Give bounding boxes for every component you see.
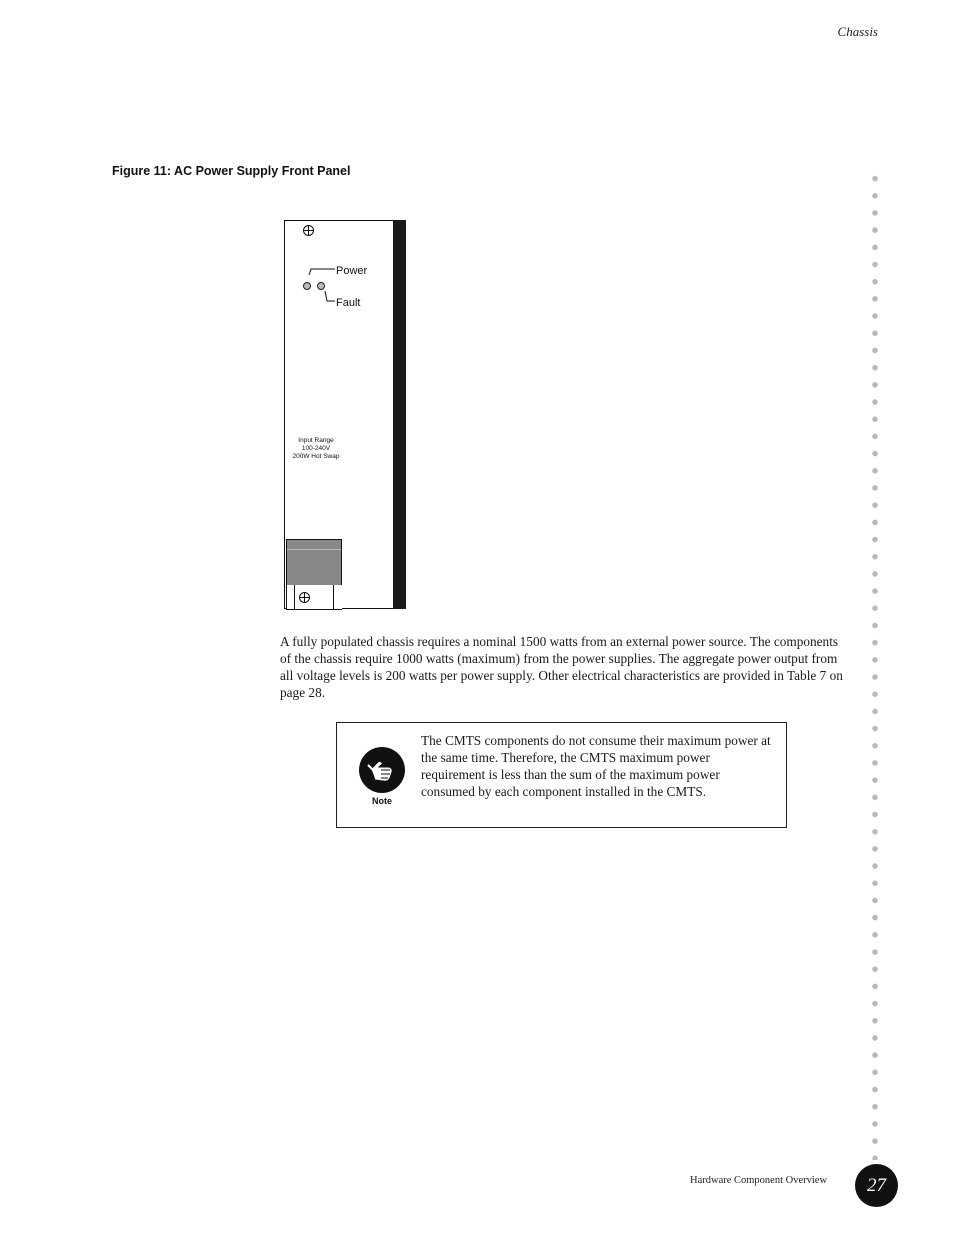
spec-line: 100-240V — [301, 445, 331, 452]
note-callout — [336, 722, 787, 828]
input-rating-label — [287, 437, 345, 461]
ac-power-supply-panel — [284, 220, 406, 609]
spec-line: 200W Hot Swap — [292, 453, 340, 460]
power-led-label: Power — [336, 265, 368, 277]
margin-dot-rule — [872, 170, 878, 1160]
top-screw-icon — [303, 225, 314, 236]
running-header: Chassis — [837, 24, 878, 39]
panel-faceplate — [284, 220, 394, 609]
power-requirements-paragraph: A fully populated chassis requires a nominal 1500 watts from an external power source. The components of the chassis require 1000 watts (maximum) from the power supplies. The aggregate power output from all voltage levels is 200 watts per power supply. Other electrical characteristics are provided in Table 7 on page 28. — [280, 634, 843, 700]
fault-led-icon — [317, 282, 325, 290]
power-led-icon — [303, 282, 311, 290]
extraction-handle — [286, 539, 342, 587]
panel-side-rail — [393, 220, 406, 609]
footer-chapter-title: Hardware Component Overview — [690, 1175, 828, 1186]
spec-line: Input Range — [298, 437, 334, 444]
page-number-badge: 27 — [855, 1164, 898, 1207]
handle-post — [294, 585, 295, 609]
handle-post — [333, 585, 342, 609]
figure-caption: Figure 11: AC Power Supply Front Panel — [112, 164, 351, 178]
handle-base — [286, 585, 342, 610]
bottom-screw-icon — [299, 592, 310, 603]
note-text: The CMTS components do not consume their maximum power at the same time. Therefore, the CMTS maximum power requirement is less than the sum of the maximum power consumed by each component installed in the CMTS. — [421, 733, 771, 799]
note-icon-label: Note — [372, 796, 392, 806]
fault-led-label: Fault — [336, 297, 361, 309]
note-hand-icon — [359, 747, 405, 793]
